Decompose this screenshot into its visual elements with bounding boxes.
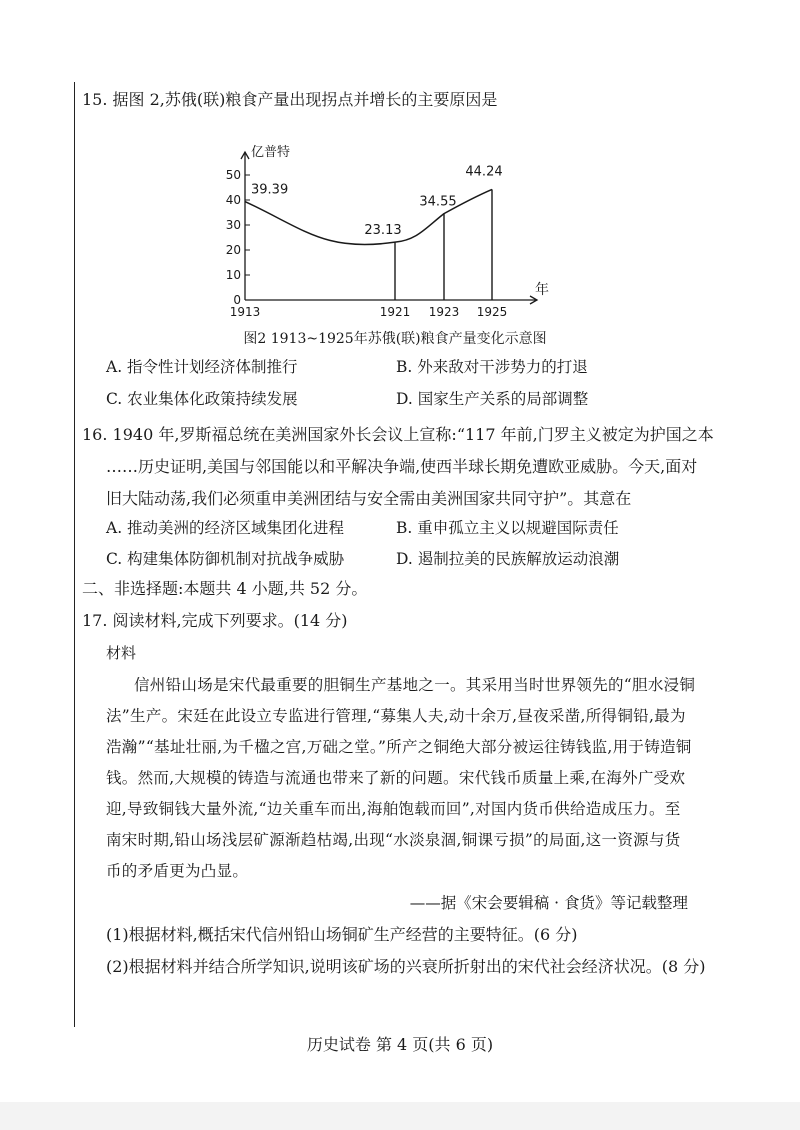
y-tick-label: 30 <box>225 218 241 232</box>
y-tick-label: 50 <box>225 168 241 182</box>
y-axis-label: 亿普特 <box>251 145 291 160</box>
material-source: ——据《宋会要辑稿 · 食货》等记载整理 <box>409 894 688 912</box>
x-tick-label-1913: 1913 <box>229 305 261 319</box>
page-footer: 历史试卷 第 4 页(共 6 页) <box>306 1035 494 1054</box>
data-label-1913: 39.39 <box>251 182 289 198</box>
material-line-7: 币的矛盾更为凸显。 <box>106 862 249 880</box>
q15-option-a: A. 指令性计划经济体制推行 <box>106 358 298 376</box>
grain-output-chart <box>225 138 549 328</box>
q17-sub-2: (2)根据材料并结合所学知识,说明该矿场的兴衰所折射出的宋代社会经济状况。(8 分) <box>106 957 706 976</box>
y-tick-label: 0 <box>233 293 241 307</box>
bottom-band <box>0 1102 800 1130</box>
material-line-6: 南宋时期,铅山场浅层矿源渐趋枯竭,出现“水淡泉涸,铜课亏损”的局面,这一资源与货 <box>106 831 681 849</box>
data-label-1925: 44.24 <box>465 164 503 180</box>
material-line-3: 浩瀚”“基址壮丽,为千楹之宫,万础之堂。”所产之铜绝大部分被运往铸钱监,用于铸造铜 <box>106 738 692 756</box>
y-tick-label: 40 <box>225 193 241 207</box>
material-line-1: 信州铅山场是宋代最重要的胆铜生产基地之一。其采用当时世界领先的“胆水浸铜 <box>134 676 696 694</box>
q16-option-d: D. 遏制拉美的民族解放运动浪潮 <box>396 550 620 568</box>
x-tick-label-1921: 1921 <box>379 305 411 319</box>
y-tick-label: 10 <box>225 268 241 282</box>
chart-caption: 图2 1913~1925年苏俄(联)粮食产量变化示意图 <box>243 331 547 347</box>
q16-line-1: 16. 1940 年,罗斯福总统在美洲国家外长会议上宣称:“117 年前,门罗主义被定为护国之本 <box>82 425 714 444</box>
x-axis-label: 年 <box>535 282 549 298</box>
x-tick-label-1925: 1925 <box>476 305 508 319</box>
q17-sub-1: (1)根据材料,概括宋代信州铅山场铜矿生产经营的主要特征。(6 分) <box>106 925 578 944</box>
material-line-2: 法”生产。宋廷在此设立专监进行管理,“募集人夫,动十余万,昼夜采凿,所得铜铅,最为 <box>106 707 686 725</box>
q16-option-a: A. 推动美洲的经济区域集团化进程 <box>106 519 345 537</box>
section-2-heading: 二、非选择题:本题共 4 小题,共 52 分。 <box>82 579 368 598</box>
material-line-4: 钱。然而,大规模的铸造与流通也带来了新的问题。宋代钱币质量上乘,在海外广受欢 <box>106 769 686 787</box>
margin-line <box>74 82 75 1027</box>
q15-option-c: C. 农业集体化政策持续发展 <box>106 390 298 408</box>
x-tick-label-1923: 1923 <box>428 305 460 319</box>
data-label-1923: 34.55 <box>419 194 457 210</box>
q15-option-d: D. 国家生产关系的局部调整 <box>396 390 589 408</box>
q16-line-2: ……历史证明,美国与邻国能以和平解决争端,使西半球长期免遭欧亚威胁。今天,面对 <box>106 457 698 476</box>
q17-stem: 17. 阅读材料,完成下列要求。(14 分) <box>82 611 348 630</box>
data-label-1921: 23.13 <box>364 223 402 239</box>
material-line-5: 迎,导致铜钱大量外流,“边关重车而出,海舶饱载而回”,对国内货币供给造成压力。至 <box>106 800 681 818</box>
q15-stem: 15. 据图 2,苏俄(联)粮食产量出现拐点并增长的主要原因是 <box>82 90 498 109</box>
q16-line-3: 旧大陆动荡,我们必须重申美洲团结与安全需由美洲国家共同守护”。其意在 <box>106 489 632 508</box>
q15-option-b: B. 外来敌对干涉势力的打退 <box>396 358 588 376</box>
q16-option-b: B. 重申孤立主义以规避国际责任 <box>396 519 619 537</box>
q16-option-c: C. 构建集体防御机制对抗战争威胁 <box>106 550 345 568</box>
y-tick-label: 20 <box>225 243 241 257</box>
material-label: 材料 <box>106 644 137 662</box>
